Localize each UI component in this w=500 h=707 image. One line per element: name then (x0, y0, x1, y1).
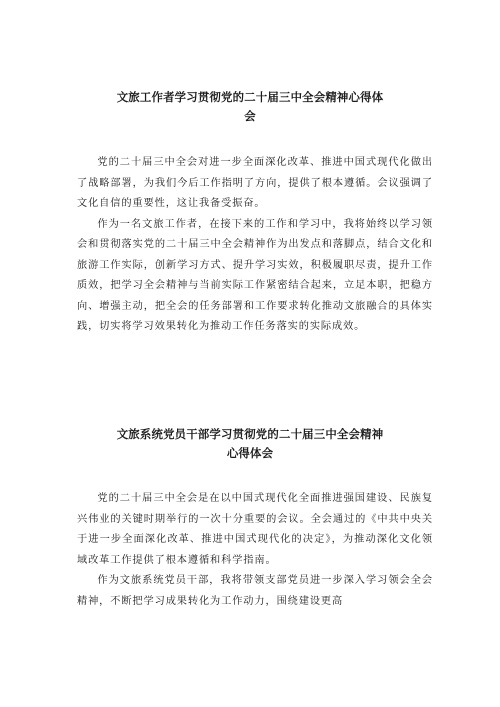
article-1-title (0, 88, 500, 126)
article-1-paragraph-2: 作为一名文旅工作者，在接下来的工作和学习中，我将始终以学习领会和贯彻落实党的二十届三中全会精神作为出发点和落脚点，结合文化和旅游工作实际，创新学习方式、提升学习实效，积极履职尽责，提升工作质效，把学习全会精神与当前实际工作紧密结合起来，立足本职，把稳方向、增强主动，把全会的任务部署和工作要求转化推动文旅融合的具体实践，切实将学习效果转化为推动工作任务落实的实际成效。 (77, 218, 433, 332)
article-1-title-line-2: 会 (244, 109, 256, 123)
article-2-paragraph-2: 作为文旅系统党员干部，我将带领支部党员进一步深入学习领会全会精神，不断把学习成果转化为工作动力，围绕建设更高 (77, 575, 433, 607)
article-1-title-line-1: 文旅工作者学习贯彻党的二十届三中全会精神心得体 (116, 90, 384, 104)
article-2-title-line-2: 心得体会 (226, 446, 274, 460)
article-2-body (77, 489, 433, 612)
article-2-title (0, 425, 500, 463)
article-1-paragraph-1: 党的二十届三中全会对进一步全面深化改革、推进中国式现代化做出了战略部署，为我们今后工作指明了方向，提供了根本遵循。会议强调了文化自信的重要性，这让我备受振奋。 (77, 157, 433, 209)
article-2-title-line-1: 文旅系统党员干部学习贯彻党的二十届三中全会精神 (116, 427, 384, 441)
article-1-body (77, 153, 433, 338)
article-2-paragraph-1: 党的二十届三中全会是在以中国式现代化全面推进强国建设、民族复兴伟业的关键时期举行的一次十分重要的会议。全会通过的《中共中央关于进一步全面深化改革、推进中国式现代化的决定》，为推动深化文化领域改革工作提供了根本遵循和科学指南。 (77, 493, 433, 566)
